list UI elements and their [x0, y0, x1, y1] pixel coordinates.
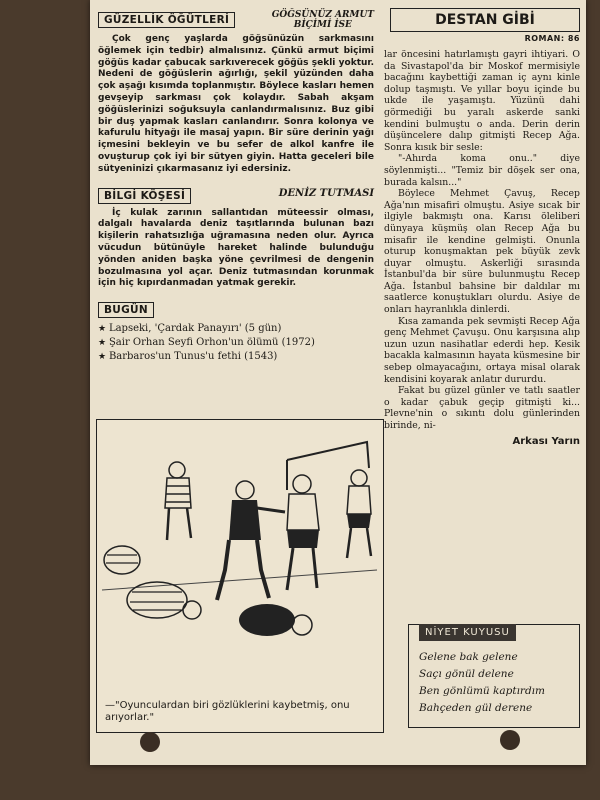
cartoon-panel	[96, 419, 384, 733]
right-column	[384, 8, 580, 447]
bilgi-title: BİLGİ KÖŞESİ	[98, 188, 191, 204]
serial-paragraph: Böylece Mehmet Çavuş, Recep Ağa'nın misafiri olmuştu. Asiye sıcak bir ilgiyle bakmıştı ona. Karısı öleliberi dünyaya küşmüş olan Recep Ağa bu misafir ile kendine gelmişti. Onunla oturup konuşmaktan pek büyük zevk duyar olmuştu. Askerliği sırasında İstanbul'da bir süre bulunmuştu Recep Ağa. İstanbul bahsine bir daldılar mı saatlerce konuştukları olurdu. Asiye de onları hayranlıkla dinlerdi.	[384, 188, 580, 316]
poem-line: Gelene bak gelene	[419, 651, 518, 663]
guzellik-subtitle-line1: GÖĞSÜNÜZ ARMUT	[271, 10, 374, 20]
bugun-title: BUGÜN	[98, 302, 154, 318]
referee-figure	[217, 481, 285, 600]
serial-paragraph: Kısa zamanda pek sevmişti Recep Ağa genç Mehmet Çavuşu. Onu karşısına alıp uzun uzun nasihatlar ederdi hep. Kesik bacakla kalmasının hayata küsmesine bir sebep olmayacağını, ortaya misal olarak kendisini koyarak anlatır dururdu.	[384, 315, 580, 385]
punch-hole	[140, 732, 160, 752]
bilgi-header	[98, 184, 374, 208]
guzellik-subtitle-line2: BİÇİMİ İSE	[293, 20, 352, 30]
serial-paragraph: Fakat bu güzel günler ve tatlı saatler o kadar çabuk geçip gitmişti ki... Plevne'nin o sıkıntı dolu günlerinden birinde, ni-	[384, 385, 580, 431]
punch-hole	[500, 730, 520, 750]
bilgi-subtitle: DENİZ TUTMASI	[278, 187, 374, 199]
cartoon-caption: —"Oyunculardan biri gözlüklerini kaybetmiş, onu arıyorlar."	[105, 700, 350, 723]
bugun-section	[98, 298, 374, 364]
poem-line: Ben gönlümü kaptırdım	[419, 685, 545, 697]
guzellik-text: Çok genç yaşlarda göğsünüzün sarkmasını öğlemek için tedbir) almalısınız. Çünkü armut biçimi göğüs kadar çabucak sarkıverecek göğüs şekli yoktur. Nedeni de göğüslerin ağırlığı, şekil yüzünden daha çok aşağı kısımda toplanmıştır. Böylece kasları hemen gevşeyip sarkması çok kolaydır. Sabah akşam göğüslerinizi soğuksuyla canlandırmalısınız. Buz gibi bir duş yapmak kasları canlandırır. Sonra kolonya ve kafurulu hityağı ile masaj yapın. Bir süre derinin yağı içmesini bekleyin ve bu sefer de alkol kanfre ile ovuşturup çok iyi bir sütyen giyin. Hatta geceleri bile sütyeninizi çıkarmasanız iyi edersiniz.	[98, 34, 374, 174]
striped-player-figure	[165, 462, 191, 540]
crouching-players	[104, 546, 312, 636]
niyet-poem	[419, 649, 545, 717]
poem-line: Bahçeden gül derene	[419, 702, 533, 714]
niyet-box	[408, 624, 580, 728]
left-column	[98, 8, 374, 364]
serial-paragraph: "-Ahırda koma onu.." diye söylenmişti... "Temiz bir döşek ser ona, burada kalsın..."	[384, 153, 580, 188]
guzellik-header	[98, 8, 374, 34]
serial-text	[384, 49, 580, 432]
bugun-item: ★ Lapseki, 'Çardak Panayırı' (5 gün)	[98, 322, 374, 336]
bilgi-text: İç kulak zarının sallantıdan müteessir olması, dalgalı havalarda deniz taşıtlarında bulunan bazı kişilerin rahatsızlığa uğramasına neden olur. Ayrıca vücudun bütünüyle hareket halinde bulunduğu yönden aniden başka yöne çevrilmesi de dengenin bozulmasına yol açar. Deniz tutmasından korunmak için hiç kıpırdanmadan yatmak gerekir.	[98, 207, 374, 289]
bugun-item: ★ Şair Orhan Seyfi Orhon'un ölümü (1972)	[98, 336, 374, 350]
bugun-list	[98, 322, 374, 364]
cartoon-illustration	[97, 420, 383, 680]
poem-line: Saçı gönül delene	[419, 668, 514, 680]
roman-number: ROMAN: 86	[524, 34, 580, 43]
player-figure	[287, 475, 319, 590]
far-player-figure	[347, 470, 371, 558]
guzellik-subtitle	[272, 10, 374, 30]
serial-paragraph: lar öncesini hatırlamıştı gayri ihtiyari. O da Sivastapol'da bir Moskof mermisiyle bacağını kaybettiği zaman iç aynı kinle dolup taşmıştı. Ve yıllar boyu içinde bu ukde ile yaşamıştı. Yüzünü dahi görmediği bu yaralı askerde sanki kendini bulmuştu o anda. Derin derin düşüncelere dalıp gitmişti Recep Ağa. Sonra kısık bir sesle:	[384, 49, 580, 153]
guzellik-title: GÜZELLİK ÖĞÜTLERİ	[98, 12, 235, 28]
serial-title: DESTAN GİBİ	[390, 8, 580, 32]
continued-label: Arkası Yarın	[512, 435, 580, 447]
niyet-title: NİYET KUYUSU	[419, 624, 516, 641]
bugun-item: ★ Barbaros'un Tunus'u fethi (1543)	[98, 350, 374, 364]
